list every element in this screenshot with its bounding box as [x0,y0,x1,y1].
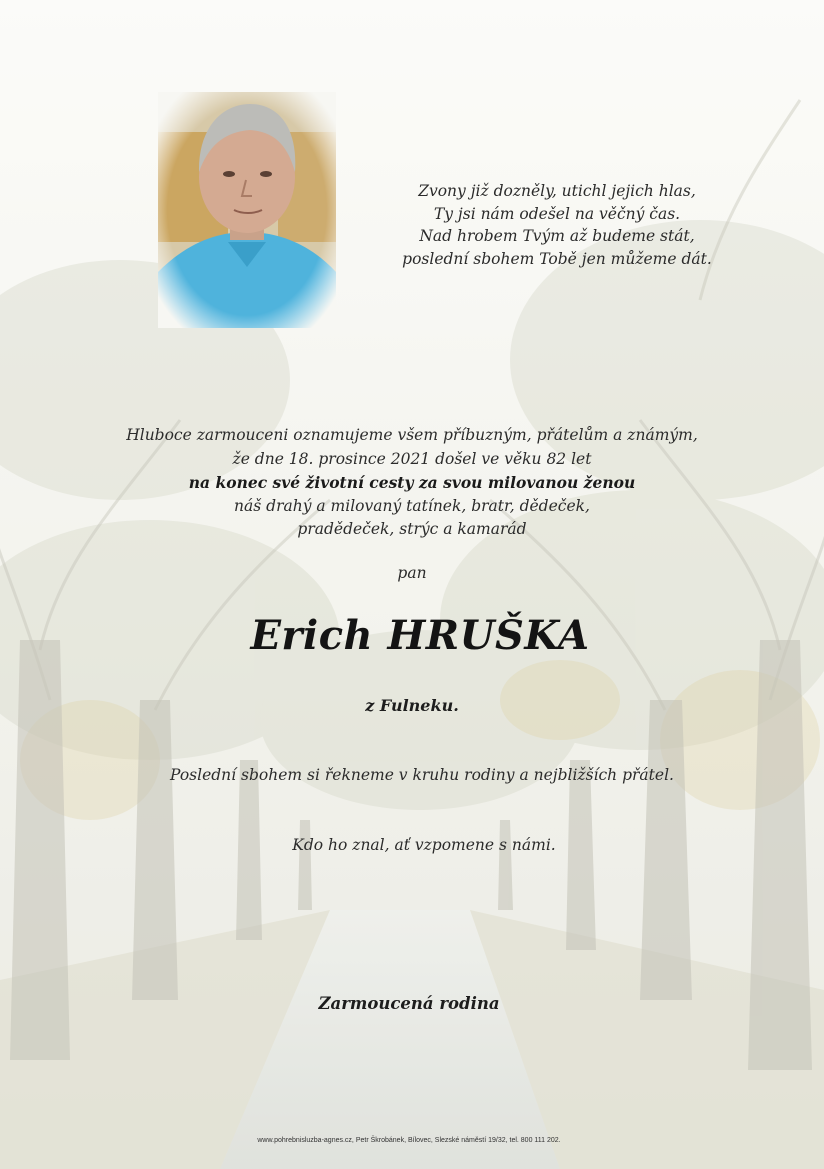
death-announcement [80,424,744,542]
deceased-name: Erich HRUŠKA [250,612,590,659]
announcement-line-bold: na konec své životní cesty za svou milovanou ženou [188,473,636,492]
poem-line: poslední sbohem Tobě jen můžeme dát. [402,249,712,268]
farewell-note: Poslední sbohem si řekneme v kruhu rodiny a nejbližších přátel. [170,766,674,784]
poem-line: Ty jsi nám odešel na věčný čas. [433,204,681,223]
deceased-origin: z Fulneku. [365,696,459,715]
announcement-line: Hluboce zarmouceni oznamujeme všem příbuzným, přátelům a známým, [126,426,698,444]
salutation: pan [397,564,427,582]
memorial-poem [398,180,716,270]
funeral-service-footer: www.pohrebnisluzba-agnes.cz, Petr Škrobánek, Bílovec, Slezské náměstí 19/32, tel. 800 111 202. [257,1137,561,1144]
portrait-photo [158,92,336,328]
announcement-line: že dne 18. prosince 2021 došel ve věku 82 let [232,449,592,468]
poem-line: Nad hrobem Tvým až budeme stát, [419,227,695,245]
remembrance-note: Kdo ho znal, ať vzpomene s námi. [292,836,556,854]
announcement-line: pradědeček, strýc a kamarád [297,520,527,538]
family-signature: Zarmoucená rodina [318,994,500,1013]
announcement-line: náš drahý a milovaný tatínek, bratr, dědeček, [234,496,590,515]
poem-line: Zvony již dozněly, utichl jejich hlas, [418,182,696,200]
